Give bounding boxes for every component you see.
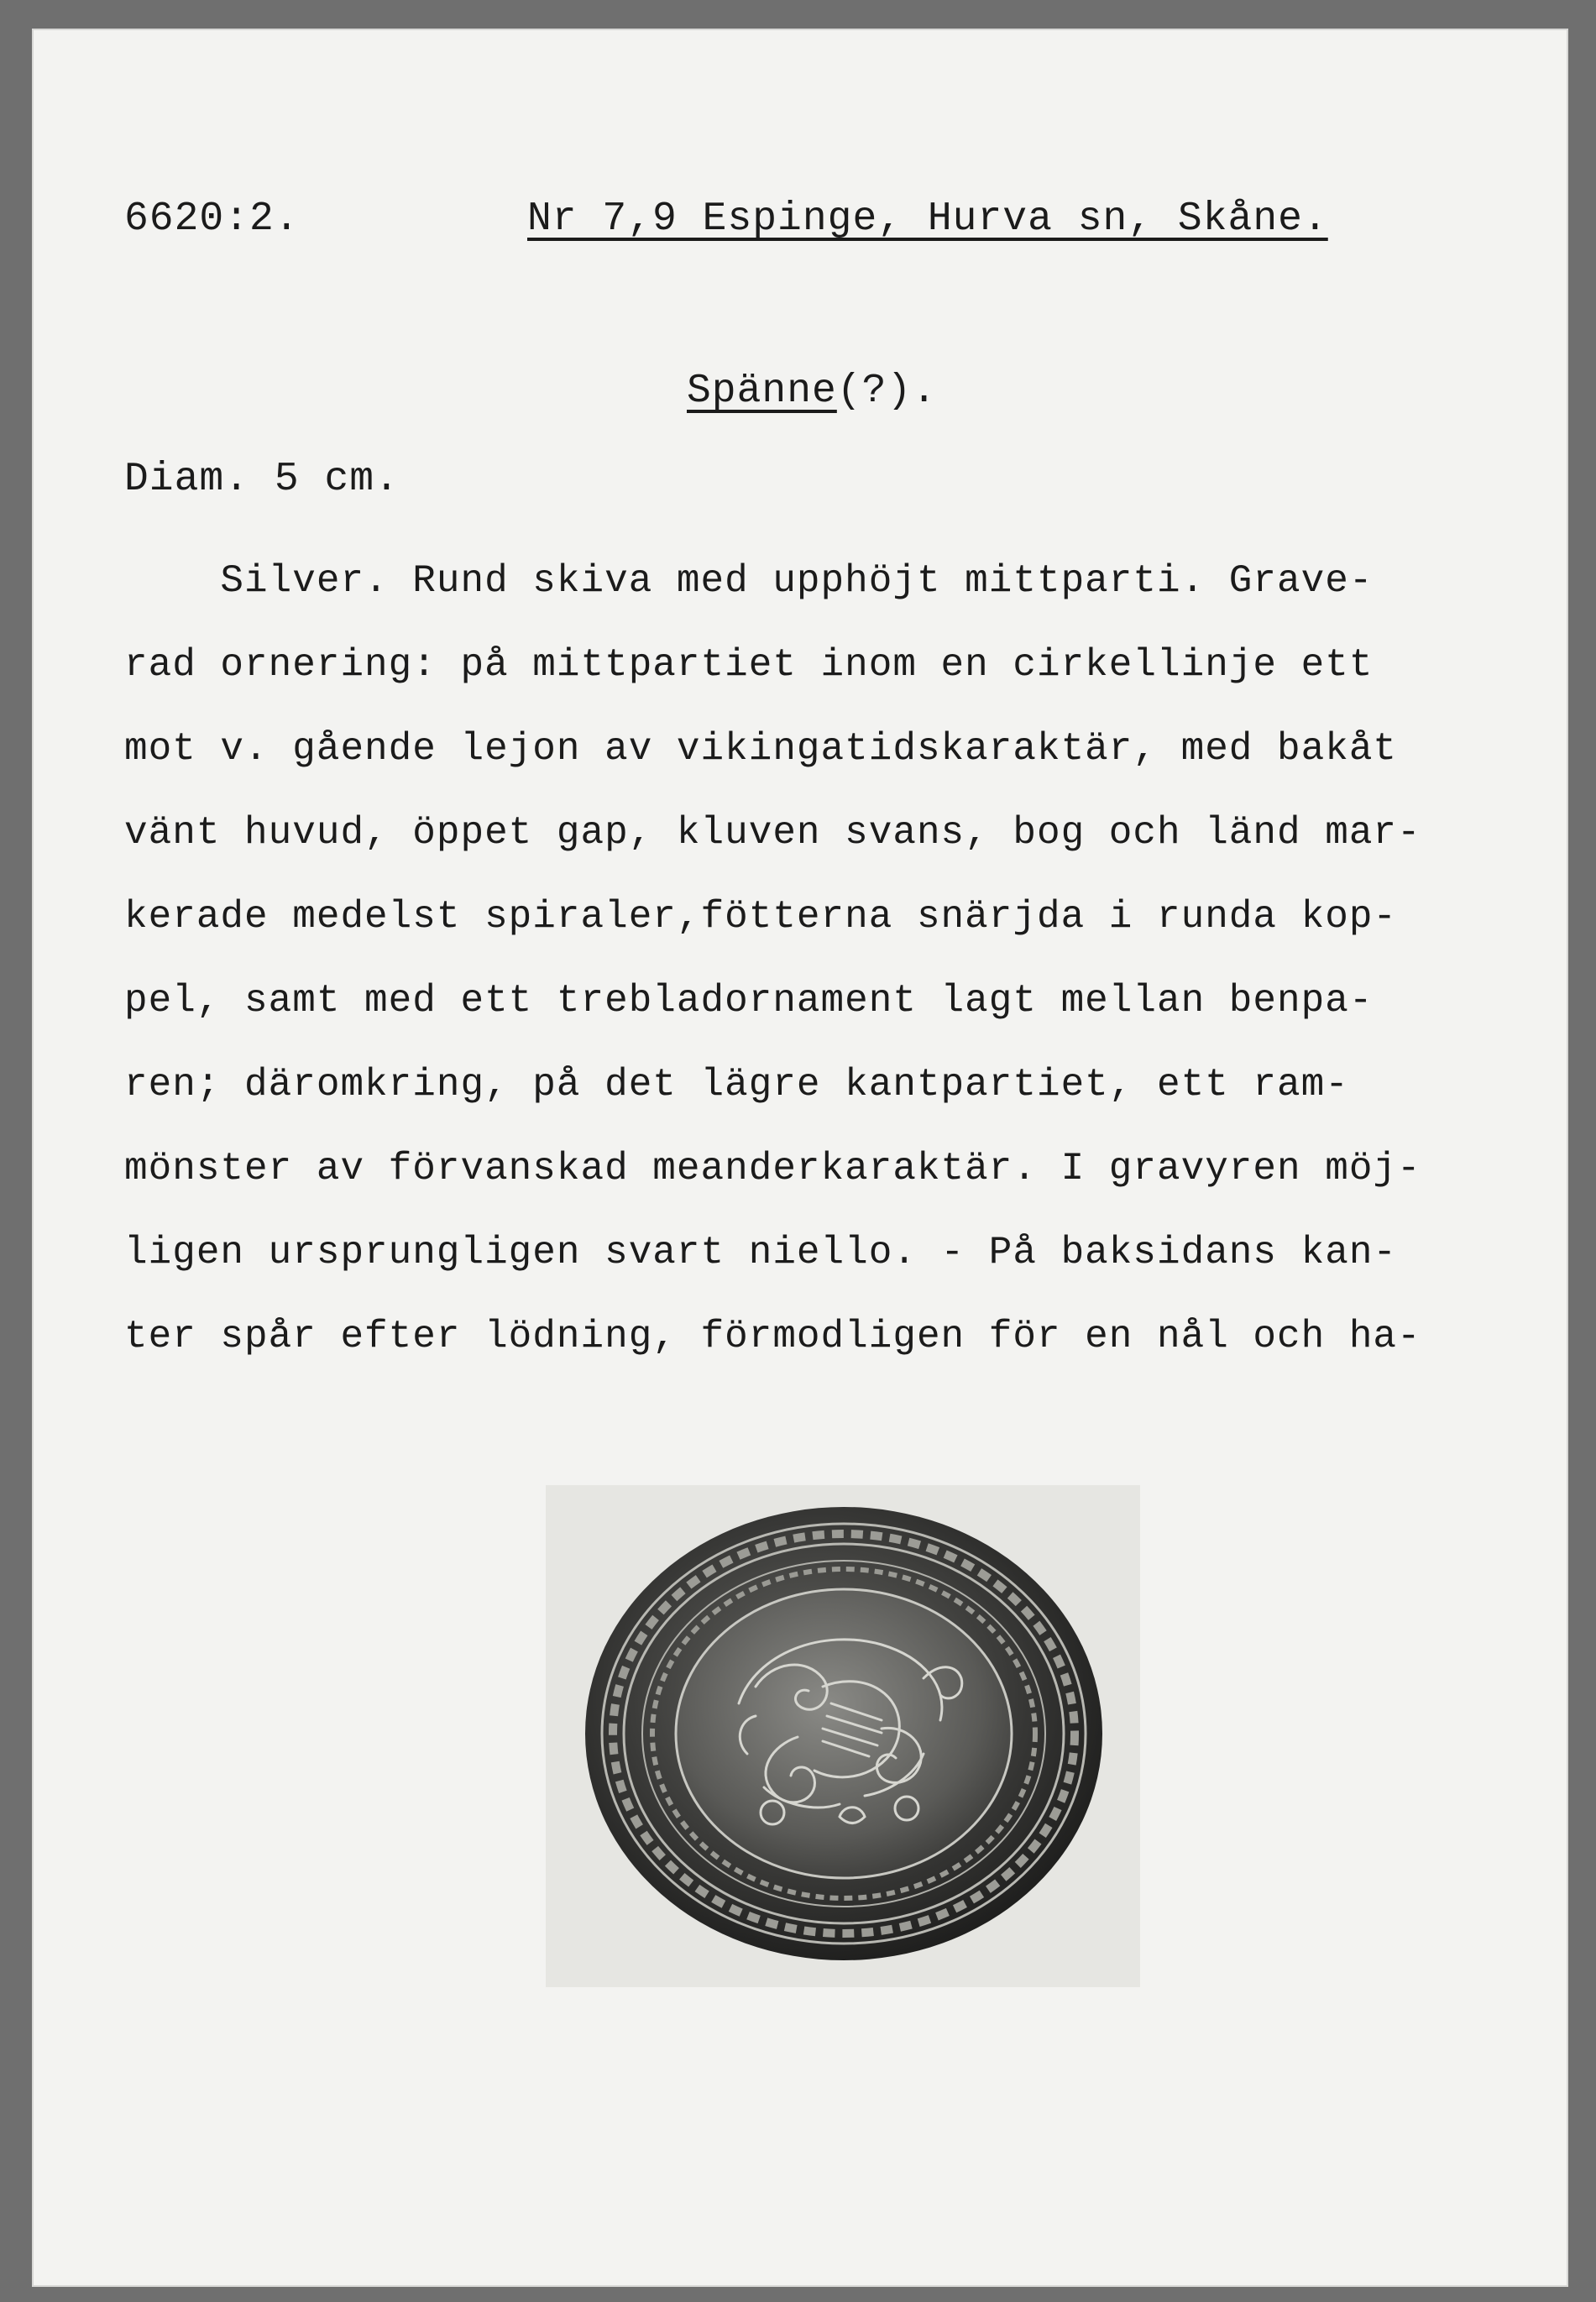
brooch-image <box>546 1485 1140 1987</box>
description-line: rad ornering: på mittpartiet inom en cirkellinje ett <box>124 643 1374 687</box>
description-line: ren; däromkring, på det lägre kantpartiet, ett ram- <box>124 1063 1349 1107</box>
description-line: ter spår efter lödning, förmodligen för en nål och ha- <box>124 1315 1421 1358</box>
find-site: Nr 7,9 Espinge, Hurva sn, Skåne. <box>527 196 1328 242</box>
description-line: Silver. Rund skiva med upphöjt mittparti. Grave- <box>124 559 1374 603</box>
description-line: mot v. gående lejon av vikingatidskaraktär, med bakåt <box>124 727 1398 771</box>
description-line: kerade medelst spiraler,fötterna snärjda i runda kop- <box>124 895 1398 939</box>
catalog-card <box>32 29 1568 2287</box>
description-line: vänt huvud, öppet gap, kluven svans, bog och länd mar- <box>124 811 1421 855</box>
center-boss <box>676 1589 1012 1878</box>
catalog-number: 6620:2. <box>124 196 300 242</box>
dimension: Diam. 5 cm. <box>124 457 400 502</box>
description-line: pel, samt med ett trebladornament lagt mellan benpa- <box>124 979 1374 1023</box>
brooch-photo <box>546 1485 1140 1987</box>
object-name: Spänne <box>687 369 837 414</box>
description <box>124 539 1568 1379</box>
description-line: ligen ursprungligen svart niello. - På baksidans kan- <box>124 1231 1398 1274</box>
object-title <box>687 369 937 414</box>
description-line: mönster av förvanskad meanderkaraktär. I gravyren möj- <box>124 1147 1421 1190</box>
object-qualifier: (?). <box>836 369 938 414</box>
